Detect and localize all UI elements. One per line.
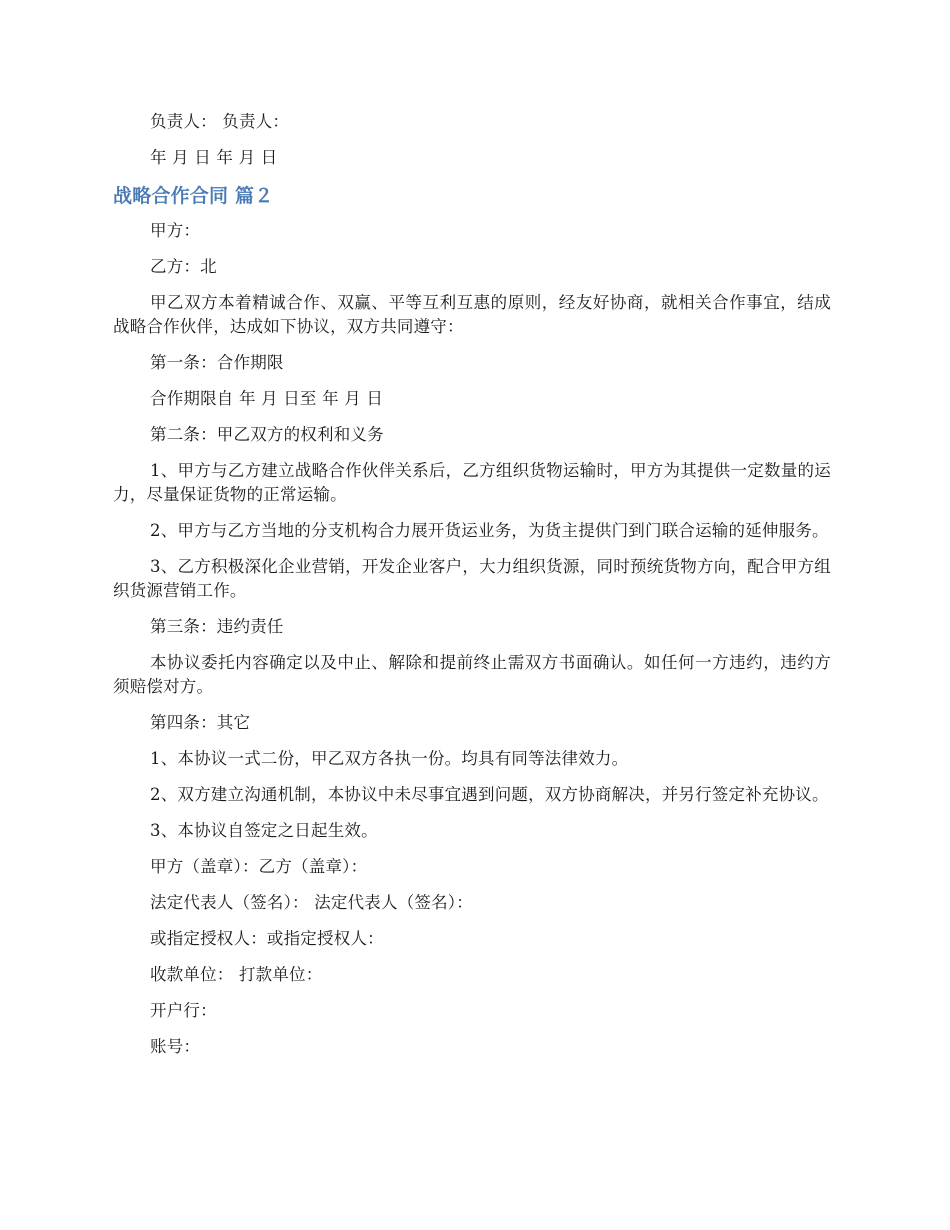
article-3-title: 第三条：违约责任: [150, 617, 284, 636]
document-content: [113, 110, 831, 1071]
article-1-title: 第一条：合作期限: [150, 353, 284, 372]
signatory-line: 负责人： 负责人：: [150, 112, 290, 131]
party-b-line: 乙方：北: [150, 257, 217, 276]
payment-units-line: 收款单位： 打款单位：: [150, 965, 323, 984]
article-3-body: 本协议委托内容确定以及中止、解除和提前终止需双方书面确认。如任何一方违约，违约方须赔偿对方。: [113, 653, 831, 696]
article-4-item-3: 3、本协议自签定之日起生效。: [150, 821, 378, 840]
article-1-body: 合作期限自 年 月 日至 年 月 日: [150, 389, 384, 408]
article-4-item-2: 2、双方建立沟通机制，本协议中未尽事宜遇到问题，双方协商解决，并另行签定补充协议。: [150, 785, 829, 804]
seal-line: 甲方（盖章）：乙方（盖章）：: [150, 857, 368, 876]
legal-representative-line: 法定代表人（签名）： 法定代表人（签名）：: [150, 893, 473, 912]
section-heading: 战略合作合同 篇２: [113, 185, 274, 207]
bank-line: 开户行：: [150, 1001, 217, 1020]
party-a-line: 甲方：: [150, 221, 201, 240]
article-2-item-1: 1、甲方与乙方建立战略合作伙伴关系后，乙方组织货物运输时，甲方为其提供一定数量的运力，尽量保证货物的正常运输。: [113, 461, 831, 504]
article-4-item-1: 1、本协议一式二份，甲乙双方各执一份。均具有同等法律效力。: [150, 749, 629, 768]
article-2-item-3: 3、乙方积极深化企业营销，开发企业客户，大力组织货源，同时预统货物方向，配合甲方组织货源营销工作。: [113, 557, 831, 600]
article-2-item-2: 2、甲方与乙方当地的分支机构合力展开货运业务，为货主提供门到门联合运输的延伸服务。: [150, 521, 829, 540]
article-2-title: 第二条：甲乙双方的权利和义务: [150, 425, 384, 444]
account-line: 账号：: [150, 1037, 201, 1056]
authorized-person-line: 或指定授权人：或指定授权人：: [150, 929, 384, 948]
article-4-title: 第四条：其它: [150, 713, 251, 732]
date-line: 年 月 日 年 月 日: [150, 148, 278, 167]
preamble-paragraph: 甲乙双方本着精诚合作、双赢、平等互利互惠的原则，经友好协商，就相关合作事宜，结成战略合作伙伴，达成如下协议，双方共同遵守：: [113, 293, 831, 336]
